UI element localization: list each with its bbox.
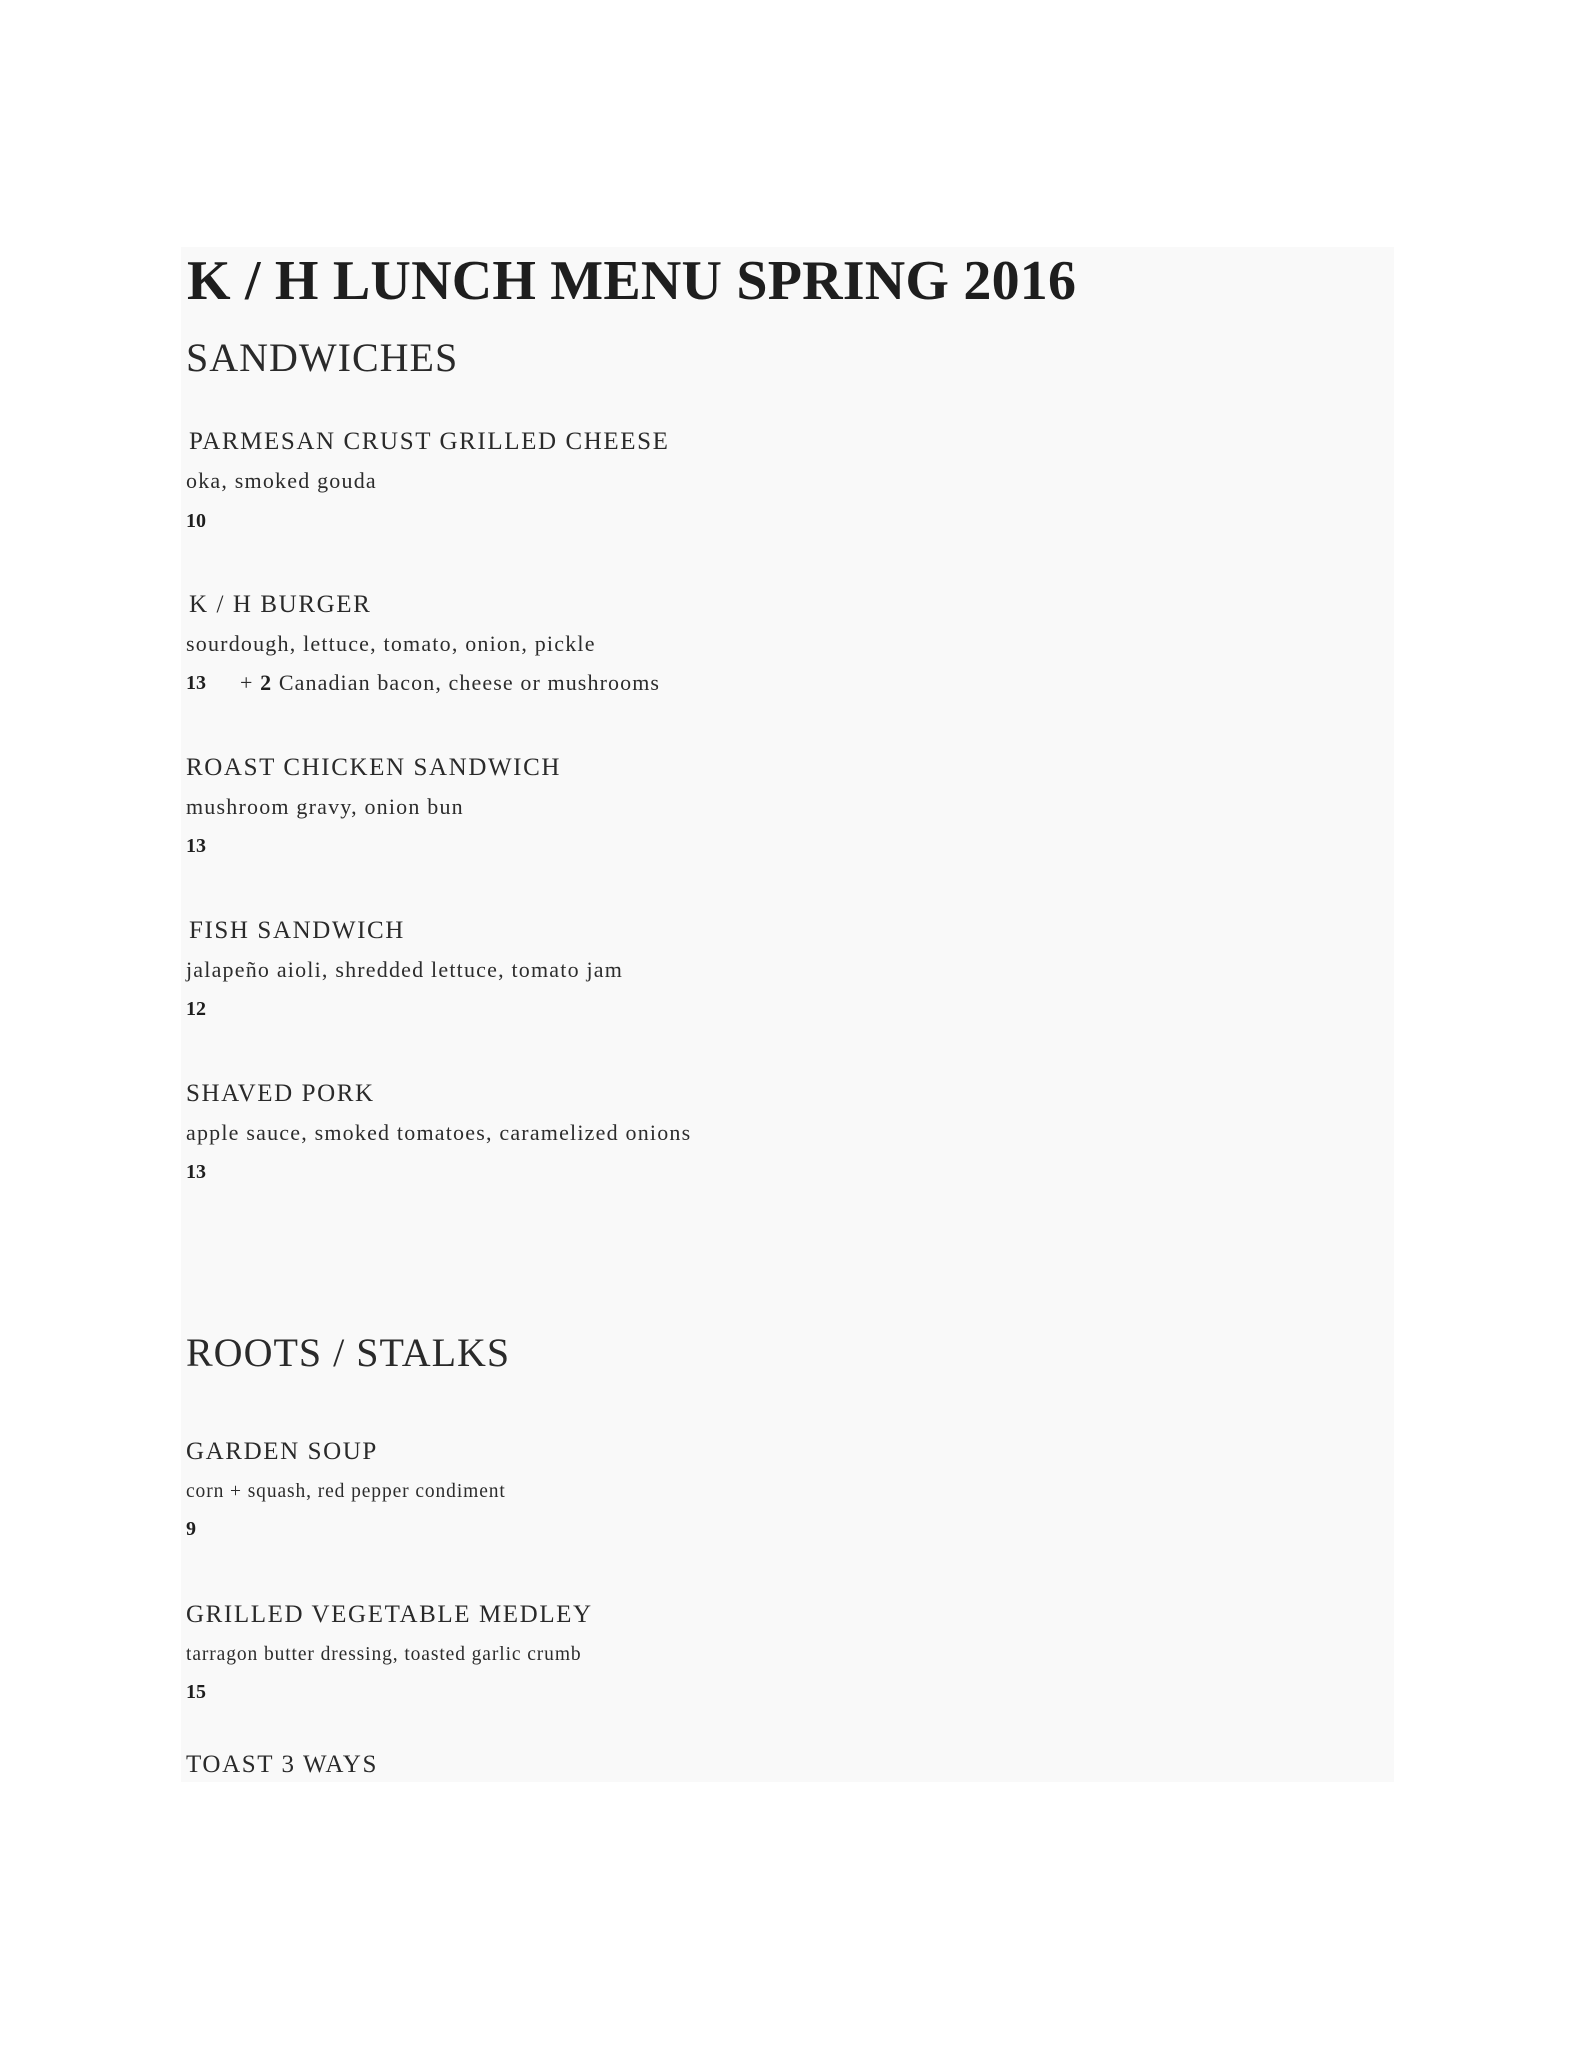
addon-prefix: +: [240, 670, 254, 695]
item-addon: [240, 672, 660, 694]
item-name: PARMESAN CRUST GRILLED CHEESE: [189, 428, 670, 455]
item-description: sourdough, lettuce, tomato, onion, pickle: [186, 631, 596, 656]
item-name: FISH SANDWICH: [189, 917, 405, 944]
menu-title: K / H LUNCH MENU SPRING 2016: [187, 250, 1077, 312]
addon-price: 2: [260, 670, 273, 695]
item-price: 13: [186, 672, 206, 694]
item-description: corn + squash, red pepper condiment: [186, 1481, 506, 1502]
item-description: apple sauce, smoked tomatoes, caramelized onions: [186, 1120, 692, 1145]
item-name: GRILLED VEGETABLE MEDLEY: [186, 1601, 593, 1628]
section-heading-roots-stalks: ROOTS / STALKS: [186, 1330, 511, 1375]
item-name: ROAST CHICKEN SANDWICH: [186, 754, 562, 781]
item-price: 9: [186, 1518, 196, 1540]
item-price: 13: [186, 1161, 206, 1183]
item-price: 12: [186, 998, 206, 1020]
addon-text: Canadian bacon, cheese or mushrooms: [278, 670, 661, 695]
item-description: mushroom gravy, onion bun: [186, 794, 464, 819]
item-name: SHAVED PORK: [186, 1080, 375, 1107]
item-description: oka, smoked gouda: [186, 468, 377, 493]
item-price: 10: [186, 510, 206, 532]
item-name: K / H BURGER: [189, 591, 372, 618]
item-name: GARDEN SOUP: [186, 1438, 378, 1465]
section-heading-sandwiches: SANDWICHES: [186, 335, 459, 380]
item-price: 13: [186, 835, 206, 857]
item-description: tarragon butter dressing, toasted garlic crumb: [186, 1644, 582, 1665]
item-price: 15: [186, 1681, 206, 1703]
item-name: TOAST 3 WAYS: [186, 1751, 378, 1778]
item-description: jalapeño aioli, shredded lettuce, tomato jam: [186, 957, 624, 982]
